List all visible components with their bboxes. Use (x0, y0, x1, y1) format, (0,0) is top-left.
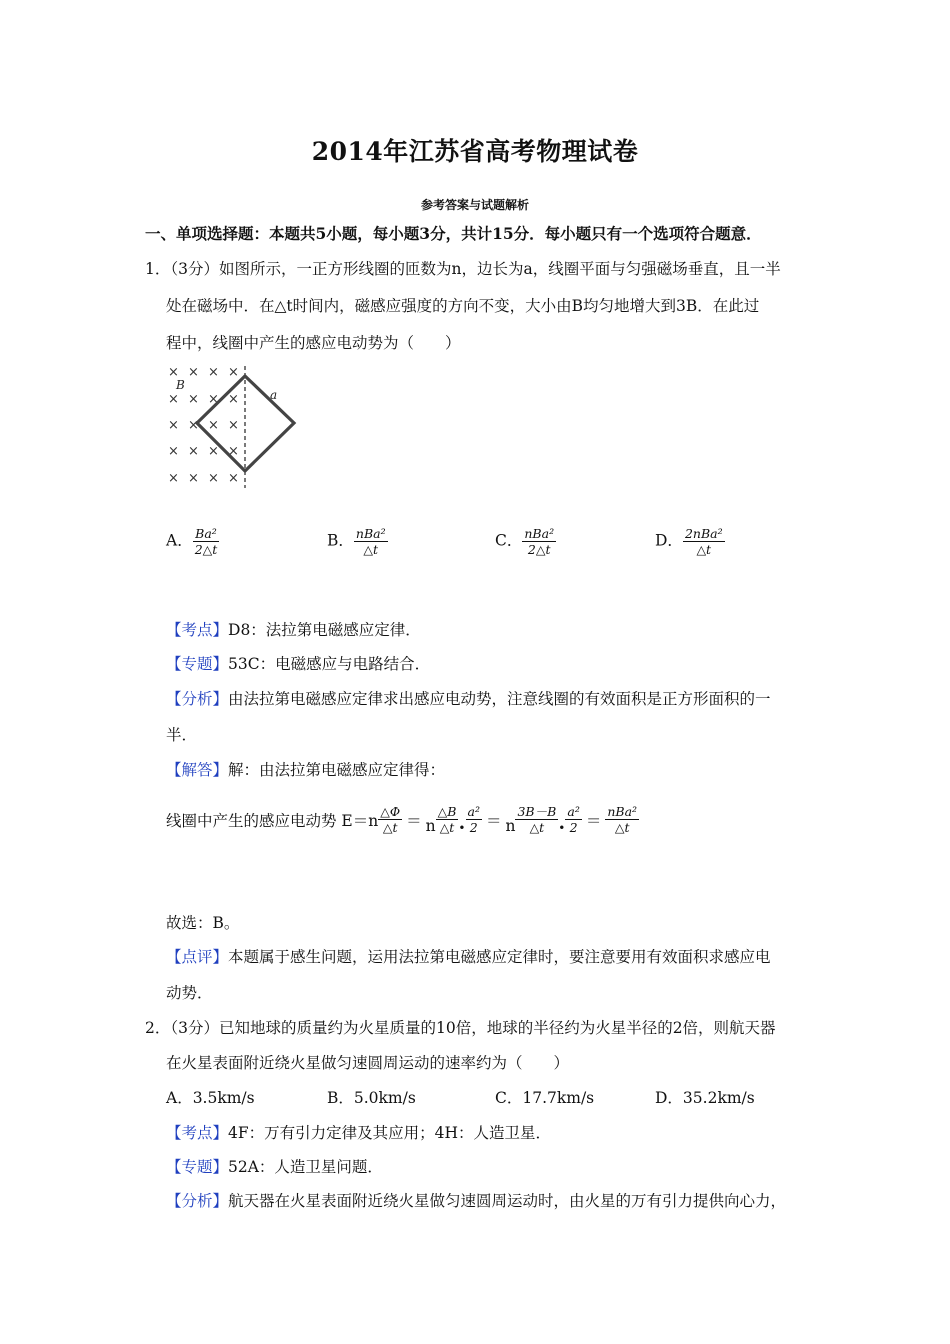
option-c-fraction: $\frac{\text{nBa²}}{2\triangle t}$ (524, 526, 555, 557)
q1-stem-line1: 1．（3分）如图所示，一正方形线圈的匝数为n，边长为a，线圈平面与匀强磁场垂直，且一半 (145, 260, 781, 278)
option-a-fraction: $\frac{\text{Ba²}}{2\triangle t}$ (194, 526, 218, 557)
q1-stem-line3: 程中，线圈中产生的感应电动势为（ ） (166, 334, 461, 352)
option-b-fraction: $\frac{\text{nBa²}}{\triangle t}$ (355, 526, 386, 557)
svg-text:×: × (188, 471, 199, 486)
q1-fenxi-cont: 半． (166, 726, 198, 744)
svg-text:×: × (228, 365, 239, 380)
q2-fenxi: 【分析】航天器在火星表面附近绕火星做匀速圆周运动时，由火星的万有引力提供向心力， (166, 1192, 787, 1210)
svg-text:×: × (208, 392, 219, 407)
svg-text:×: × (208, 444, 219, 459)
page-title: 2014年江苏省高考物理试卷 (311, 137, 639, 166)
label-a: a (270, 388, 278, 402)
q2-kaodian: 【考点】4F：万有引力定律及其应用；4H：人造卫星． (166, 1124, 552, 1142)
page-subtitle: 参考答案与试题解析 (420, 198, 529, 212)
svg-text:×: × (228, 444, 239, 459)
svg-text:×: × (188, 444, 199, 459)
svg-text:×: × (168, 365, 179, 380)
svg-text:×: × (168, 392, 179, 407)
q1-option-a[interactable]: A． $\frac{\text{Ba²}}{2\triangle t}$ (166, 526, 218, 557)
q1-zhuanti: 【专题】53C：电磁感应与电路结合． (166, 655, 431, 673)
svg-text:×: × (228, 392, 239, 407)
svg-text:×: × (228, 418, 239, 433)
svg-text:×: × (208, 418, 219, 433)
q2-stem-line2: 在火星表面附近绕火星做匀速圆周运动的速率约为（ ） (166, 1054, 570, 1072)
q2-option-c[interactable]: C．17.7km/s (495, 1089, 595, 1107)
q1-equation: 线圈中产生的感应电动势 E＝n $\frac{\triangle\Phi}{\triangle t}$ ＝ n $\frac{\triangle B}{\triangle t}$ • $\frac{\text{a²}}{2}$ ＝ n $\frac{3B-B}{\triangle t}$ • $\frac{\text{a²}}{2}$ ＝ $\frac{\text{nBa²}}{\triangle t}$ (166, 804, 638, 835)
q1-kaodian: 【考点】D8：法拉第电磁感应定律． (166, 621, 421, 639)
q1-fenxi: 【分析】由法拉第电磁感应定律求出感应电动势，注意线圈的有效面积是正方形面积的一 (166, 690, 771, 708)
label-b: B (176, 378, 185, 392)
q2-stem-line1: 2．（3分）已知地球的质量约为火星质量的10倍，地球的半径约为火星半径的2倍，则航天器 (145, 1019, 776, 1037)
q1-stem-line2: 处在磁场中．在△t时间内，磁感应强度的方向不变，大小由B均匀地增大到3B．在此过 (166, 297, 760, 315)
section-heading: 一、单项选择题：本题共5小题，每小题3分，共计15分．每小题只有一个选项符合题意． (145, 224, 762, 243)
q1-coil-figure (160, 360, 310, 490)
q2-option-b[interactable]: B．5.0km/s (327, 1089, 416, 1107)
q1-option-b[interactable]: B． $\frac{\text{nBa²}}{\triangle t}$ (327, 526, 386, 557)
option-d-fraction: $\frac{\text{2nBa²}}{\triangle t}$ (684, 526, 723, 557)
svg-text:×: × (188, 365, 199, 380)
q1-dianping-cont: 动势． (166, 984, 213, 1002)
svg-text:×: × (188, 418, 199, 433)
svg-text:×: × (228, 471, 239, 486)
svg-text:×: × (168, 418, 179, 433)
q2-zhuanti: 【专题】52A：人造卫星问题． (166, 1158, 383, 1176)
q1-option-c[interactable]: C． $\frac{\text{nBa²}}{2\triangle t}$ (495, 526, 555, 557)
svg-text:×: × (168, 444, 179, 459)
svg-text:×: × (208, 471, 219, 486)
svg-text:×: × (208, 365, 219, 380)
q2-option-a[interactable]: A．3.5km/s (166, 1089, 255, 1107)
svg-text:×: × (188, 392, 199, 407)
q1-option-d[interactable]: D． $\frac{\text{2nBa²}}{\triangle t}$ (655, 526, 723, 557)
q1-jieda: 【解答】解：由法拉第电磁感应定律得： (166, 761, 446, 779)
q2-option-d[interactable]: D．35.2km/s (655, 1089, 755, 1107)
q1-dianping: 【点评】本题属于感生问题，运用法拉第电磁感应定律时，要注意要用有效面积求感应电 (166, 948, 771, 966)
q1-answer: 故选：B。 (166, 914, 240, 932)
svg-text:×: × (168, 471, 179, 486)
